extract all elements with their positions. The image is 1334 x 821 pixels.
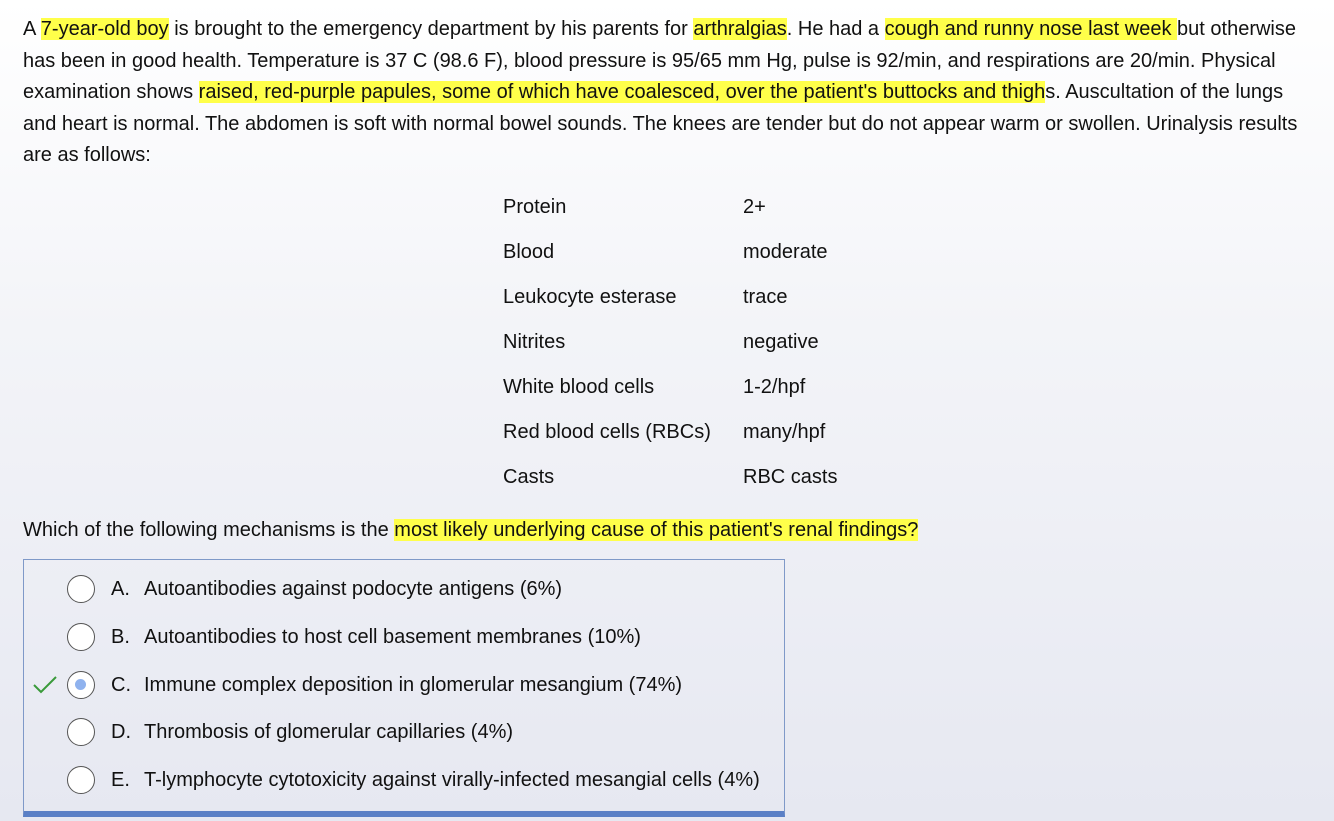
lab-value: 2+ bbox=[743, 196, 766, 218]
table-row bbox=[503, 320, 837, 365]
radio-button[interactable] bbox=[67, 623, 95, 651]
lab-name: Nitrites bbox=[503, 331, 566, 353]
choice-letter: A. bbox=[111, 577, 130, 600]
radio-button[interactable] bbox=[67, 766, 95, 794]
table-row bbox=[503, 455, 837, 500]
highlight-age: 7-year-old boy bbox=[40, 18, 169, 40]
question-text: Which of the following mechanisms is the bbox=[23, 519, 395, 541]
question-stem bbox=[23, 14, 1318, 172]
question-prompt bbox=[23, 515, 918, 545]
table-row bbox=[503, 275, 837, 320]
lab-name: White blood cells bbox=[503, 376, 655, 398]
lab-value: RBC casts bbox=[743, 466, 838, 488]
choice-label bbox=[111, 578, 562, 601]
highlight-rash: raised, red-purple papules, some of which have coalesced, over the patient's buttocks and thigh bbox=[198, 81, 1046, 103]
highlight-uri: cough and runny nose last week bbox=[884, 18, 1178, 40]
table-row bbox=[503, 185, 837, 230]
lab-name: Blood bbox=[503, 241, 555, 263]
lab-value: many/hpf bbox=[743, 421, 826, 443]
choice-text: Autoantibodies to host cell basement membranes (10%) bbox=[144, 625, 641, 648]
choice-text: Thrombosis of glomerular capillaries (4%) bbox=[144, 720, 514, 743]
stem-text: is brought to the emergency department by his parents for bbox=[168, 18, 694, 40]
choice-c[interactable] bbox=[24, 665, 784, 705]
lab-name: Leukocyte esterase bbox=[503, 286, 677, 308]
answer-choices bbox=[23, 559, 785, 817]
stem-text: s. Auscultation of the lungs and heart is normal. The abdomen is soft with normal bowel sounds. The knees are tender but do not appear warm or swollen. Urinalysis results are as follows: bbox=[23, 81, 1298, 166]
choice-b[interactable] bbox=[24, 617, 784, 657]
stem-text: but otherwise has been in good health. Temperature is 37 C (98.6 F), blood pressure is 95/65 mm Hg, pulse is 92/min, and respirations are 20/min. Physical examination shows bbox=[23, 18, 1296, 103]
choice-text: Autoantibodies against podocyte antigens (6%) bbox=[144, 577, 563, 600]
lab-name: Red blood cells (RBCs) bbox=[503, 421, 711, 443]
radio-button[interactable] bbox=[67, 718, 95, 746]
table-row bbox=[503, 230, 837, 275]
lab-value: trace bbox=[743, 286, 788, 308]
lab-value: 1-2/hpf bbox=[743, 376, 806, 398]
correct-check-icon bbox=[32, 675, 58, 695]
stem-text: . He had a bbox=[786, 18, 885, 40]
highlight-question: most likely underlying cause of this patient's renal findings? bbox=[394, 519, 919, 541]
choice-a[interactable] bbox=[24, 569, 784, 609]
choice-label bbox=[111, 626, 641, 649]
choice-d[interactable] bbox=[24, 712, 784, 752]
lab-value: moderate bbox=[743, 241, 828, 263]
urinalysis-table bbox=[503, 185, 837, 500]
choice-text: T-lymphocyte cytotoxicity against virally-infected mesangial cells (4%) bbox=[144, 768, 760, 791]
lab-name: Protein bbox=[503, 196, 567, 218]
highlight-arthralgias: arthralgias bbox=[693, 18, 787, 40]
choice-e[interactable] bbox=[24, 760, 784, 800]
choice-letter: E. bbox=[111, 768, 130, 791]
lab-name: Casts bbox=[503, 466, 555, 488]
choice-letter: B. bbox=[111, 625, 130, 648]
choice-label bbox=[111, 721, 513, 744]
lab-value: negative bbox=[743, 331, 819, 353]
stem-text: A bbox=[23, 18, 41, 40]
table-row bbox=[503, 365, 837, 410]
radio-button[interactable] bbox=[67, 575, 95, 603]
table-row bbox=[503, 410, 837, 455]
radio-button-selected[interactable] bbox=[67, 671, 95, 699]
choice-label bbox=[111, 674, 682, 697]
choice-text: Immune complex deposition in glomerular mesangium (74%) bbox=[144, 673, 683, 696]
choice-letter: D. bbox=[111, 720, 131, 743]
choice-label bbox=[111, 769, 760, 792]
choice-letter: C. bbox=[111, 673, 131, 696]
